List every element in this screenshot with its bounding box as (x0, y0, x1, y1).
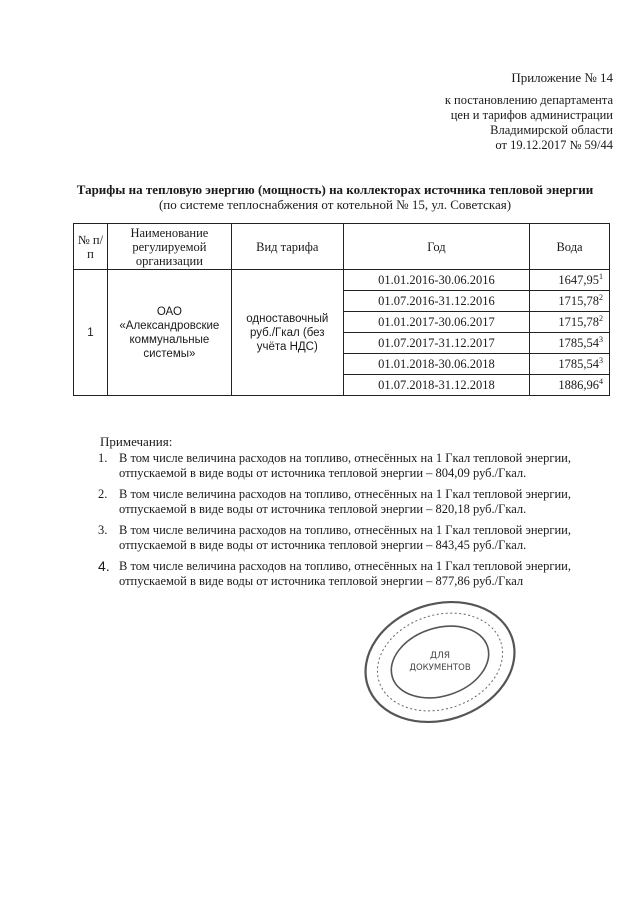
resolution-reference (445, 93, 613, 153)
note-number: 4. (98, 558, 110, 574)
tariff-type: одноставочный руб./Гкал (без учёта НДС) (231, 270, 343, 396)
water-value-cell: 1715,78$^2$ (530, 291, 610, 312)
note-text: В том числе величина расходов на топливо, отнесённых на 1 Гкал тепловой энергии, отпускаемой в виде воды от источника тепловой энергии – 820,18 руб./Гкал. (119, 487, 571, 516)
notes-list (98, 451, 598, 595)
water-value-cell: 1785,54$^3$ (530, 354, 610, 375)
header-water: Вода (530, 224, 610, 270)
note-item (98, 523, 598, 552)
footnote-mark: 3 (599, 334, 603, 344)
resolution-line: цен и тарифов администрации (450, 108, 613, 122)
footnote-mark: 4 (599, 376, 603, 386)
notes-heading: Примечания: (100, 434, 173, 449)
note-item (98, 559, 598, 588)
note-number: 1. (98, 451, 108, 465)
note-text: В том числе величина расходов на топливо, отнесённых на 1 Гкал тепловой энергии, отпускаемой в виде воды от источника тепловой энергии – 877,86 руб./Гкал (119, 559, 571, 588)
note-item (98, 487, 598, 516)
resolution-line: к постановлению департамента (444, 93, 613, 107)
appendix-label: Приложение № 14 (511, 70, 613, 85)
row-number: 1 (74, 270, 108, 396)
water-value-cell: 1715,78$^2$ (530, 312, 610, 333)
organization-name: ОАО «Александровские коммунальные системы» (107, 270, 231, 396)
period-cell: 01.01.2018-30.06.2018 (343, 354, 529, 375)
note-number: 3. (98, 523, 108, 537)
footnote-mark: 2 (599, 292, 603, 302)
header-tariff-type: Вид тарифа (231, 224, 343, 270)
table-row (74, 270, 610, 291)
resolution-line: от 19.12.2017 № 59/44 (495, 138, 613, 152)
stamp-inner-text-2: ДОКУМЕНТОВ (409, 663, 471, 673)
footnote-mark: 1 (599, 271, 603, 281)
water-value-cell: 1886,96$^4$ (530, 375, 610, 396)
header-year: Год (343, 224, 529, 270)
header-num: № п/п (74, 224, 108, 270)
table-header-row (74, 224, 610, 270)
period-cell: 01.07.2016-31.12.2016 (343, 291, 529, 312)
stamp-inner-ring (382, 614, 498, 710)
water-value-cell: 1785,54$^3$ (530, 333, 610, 354)
footnote-mark: 3 (599, 355, 603, 365)
water-value-cell: 1647,95$^1$ (530, 270, 610, 291)
footnote-mark: 2 (599, 313, 603, 323)
period-cell: 01.07.2018-31.12.2018 (343, 375, 529, 396)
resolution-line: Владимирской области (490, 123, 613, 137)
note-number: 2. (98, 487, 108, 501)
stamp-inner-text-1: ДЛЯ (429, 651, 451, 661)
document-title: Тарифы на тепловую энергию (мощность) на коллекторах источника тепловой энергии (76, 182, 594, 197)
note-text: В том числе величина расходов на топливо, отнесённых на 1 Гкал тепловой энергии, отпускаемой в виде воды от источника тепловой энергии – 843,45 руб./Гкал. (119, 523, 571, 552)
header-organization: Наименование регулируемой организации (107, 224, 231, 270)
tariff-table (73, 223, 610, 396)
period-cell: 01.01.2017-30.06.2017 (343, 312, 529, 333)
note-item (98, 451, 598, 480)
document-subtitle: (по системе теплоснабжения от котельной № 15, ул. Советская) (158, 197, 512, 212)
note-text: В том числе величина расходов на топливо, отнесённых на 1 Гкал тепловой энергии, отпускаемой в виде воды от источника тепловой энергии – 804,09 руб./Гкал. (119, 451, 571, 480)
period-cell: 01.01.2016-30.06.2016 (343, 270, 529, 291)
official-stamp (360, 600, 520, 725)
period-cell: 01.07.2017-31.12.2017 (343, 333, 529, 354)
